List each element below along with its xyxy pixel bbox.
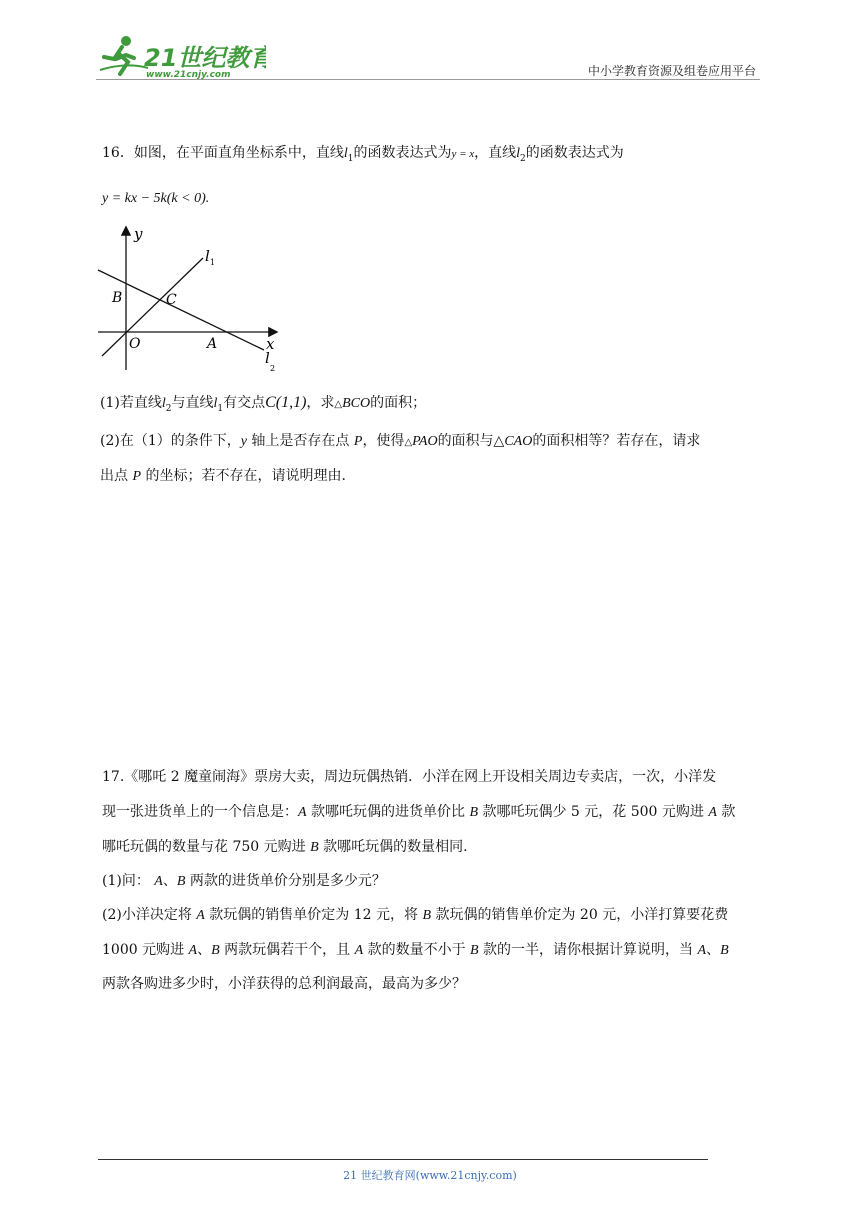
q17-line2: 现一张进货单上的一个信息是：A 款哪吒玩偶的进货单价比 B 款哪吒玩偶少 5 元，花 500 元购进 A 款 xyxy=(102,804,736,820)
label-b: B xyxy=(112,290,123,306)
q16-coordinate-figure xyxy=(96,222,282,374)
label-c: C xyxy=(166,292,177,308)
q17-line1: 17.《哪吒 2 魔童闹海》票房大卖，周边玩偶热销．小洋在网上开设相关周边专卖店，一次，小洋发 xyxy=(102,769,717,785)
label-l2-sub: 2 xyxy=(270,364,276,373)
q16-part2-line2: 出点 P 的坐标；若不存在，请说明理由. xyxy=(100,468,346,484)
q16-part1: (1)若直线$l_2$与直线$l_1$有交点C(1,1)，求△BCO的面积； xyxy=(100,394,427,414)
q17-part2-line1: (2)小洋决定将 A 款玩偶的销售单价定为 12 元，将 B 款玩偶的销售单价定为 20 元，小洋打算要花费 xyxy=(102,907,729,923)
footer-divider xyxy=(98,1159,708,1160)
label-l1: l xyxy=(205,247,210,265)
site-logo xyxy=(96,32,266,82)
q17-part1: (1)问： A、B 两款的进货单价分别是多少元？ xyxy=(102,873,386,889)
q16-intro: 16．如图，在平面直角坐标系中，直线$l_1$的函数表达式为y = x，直线$l_2$的函数表达式为 xyxy=(102,145,624,164)
logo-url: www.21cnjy.com xyxy=(146,70,231,80)
label-l1-sub: 1 xyxy=(210,258,216,267)
line-l1 xyxy=(102,258,203,356)
runner-icon xyxy=(100,36,148,74)
label-x: x xyxy=(266,335,275,353)
q16-part2-line1: (2)在（1）的条件下，y 轴上是否存在点 P，使得△PAO的面积与△CAO的面积相等？若存在，请求 xyxy=(100,433,701,449)
line-l2 xyxy=(98,270,264,350)
q17-part2-line3: 两款各购进多少时，小洋获得的总利润最高，最高为多少？ xyxy=(102,976,466,992)
label-a: A xyxy=(207,336,218,352)
q17-part2-line2: 1000 元购进 A、B 两款玩偶若干个，且 A 款的数量不小于 B 款的一半，请你根据计算说明，当 A、B xyxy=(102,942,729,958)
q17-line3: 哪吒玩偶的数量与花 750 元购进 B 款哪吒玩偶的数量相同. xyxy=(102,839,468,855)
logo-text: 21世纪教育 xyxy=(144,44,266,72)
footer-link[interactable]: 21 世纪教育网(www.21cnjy.com) xyxy=(343,1169,517,1182)
q16-equation: y = kx − 5k(k < 0). xyxy=(102,191,210,206)
label-o: O xyxy=(129,336,141,352)
label-l2: l xyxy=(265,349,270,367)
header-divider xyxy=(96,79,760,80)
header-tagline: 中小学教育资源及组卷应用平台 xyxy=(587,64,756,78)
label-y: y xyxy=(134,225,143,243)
